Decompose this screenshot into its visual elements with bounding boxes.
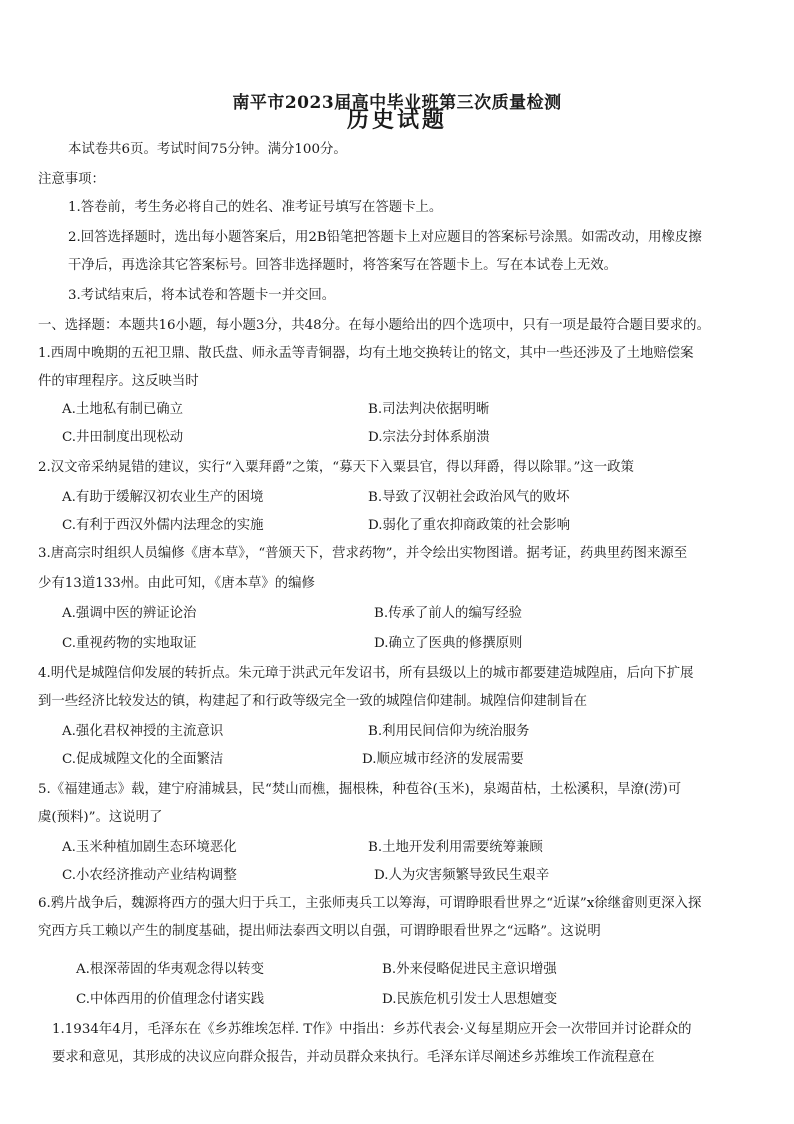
question-text: 5.《福建通志》载，建宁府浦城县，民“焚山而樵，掘根株，种苞谷(玉米)，泉竭苗枯，土松溪积，旱潦(涝)可: [38, 782, 682, 797]
question-text: 要求和意见，其形成的决议应向群众报告，并动员群众来执行。毛泽东详尽阐述乡苏维埃工作流程意在: [52, 1050, 655, 1065]
option: D.人为灾害频繁导致民生艰辛: [374, 868, 550, 883]
notice-heading: 注意事项：: [38, 172, 105, 187]
option: B.外来侵略促进民主意识增强: [382, 962, 557, 977]
question-text: 1.西周中晚期的五祀卫鼎、散氏盘、师永盂等青铜器，均有土地交换转让的铭文，其中一些还涉及了土地赔偿案: [38, 346, 694, 361]
question-text: 6.鸦片战争后，魏源将西方的强大归于兵工，主张师夷兵工以筹海，可谓睁眼看世界之“近谋”x徐继畲则更深入探: [38, 896, 702, 911]
option: B.传承了前人的编写经验: [374, 606, 523, 621]
notice-item: 3.考试结束后，将本试卷和答题卡一并交回。: [68, 288, 336, 303]
option: A.强调中医的辨证论治: [62, 606, 197, 621]
question-text: 究西方兵工赖以产生的制度基础，提出师法泰西文明以自强，可谓睁眼看世界之“远略”。这说明: [38, 924, 601, 939]
option: B.导致了汉朝社会政治风气的败坏: [368, 490, 570, 505]
option: A.土地私有制已确立: [62, 402, 184, 417]
option: B.司法判决依据明晰: [368, 402, 490, 417]
option: D.宗法分封体系崩溃: [368, 430, 490, 445]
option: B.土地开发利用需要统筹兼顾: [368, 840, 543, 855]
option: B.利用民间信仰为统治服务: [368, 724, 530, 739]
option: A.有助于缓解汉初农业生产的困境: [62, 490, 264, 505]
option: D.顺应城市经济的发展需要: [362, 752, 524, 767]
option: D.民族危机引发士人思想嬗变: [382, 992, 558, 1007]
exam-title: 南平市2023届高中毕业班第三次质量检测: [232, 93, 562, 113]
question-text: 件的审理程序。这反映当时: [38, 374, 199, 389]
notice-item: 干净后，再选涂其它答案标号。回答非选择题时，将答案写在答题卡上。写在本试卷上无效。: [68, 258, 618, 273]
notice-item: 1.答卷前，考生务必将自己的姓名、准考证号填写在答题卡上。: [68, 200, 443, 215]
option: C.重视药物的实地取证: [62, 636, 197, 651]
exam-info: 本试卷共6页。考试时间75分钟。满分100分。: [68, 142, 347, 157]
option: A.根深蒂固的华夷观念得以转变: [76, 962, 265, 977]
question-text: 虞(预料)”。这说明了: [38, 810, 163, 825]
option: D.确立了医典的修撰原则: [374, 636, 523, 651]
option: C.中体西用的价值理念付诸实践: [76, 992, 265, 1007]
option: A.玉米种植加剧生态环境恶化: [62, 840, 237, 855]
option: C.小农经济推动产业结构调整: [62, 868, 237, 883]
question-text: 4.明代是城隍信仰发展的转折点。朱元璋于洪武元年发诏书，所有县级以上的城市都要建造城隍庙，后向下扩展: [38, 666, 694, 681]
option: C.井田制度出现松动: [62, 430, 184, 445]
question-text: 2.汉文帝采纳晁错的建议，实行“入粟拜爵”之策，“募天下入粟县官，得以拜爵，得以除罪。”这一政策: [38, 460, 634, 475]
option: A.强化君权神授的主流意识: [62, 724, 224, 739]
subject-title: 历史试题: [346, 107, 447, 133]
section-heading: 一、选择题：本题共16小题，每小题3分，共48分。在每小题给出的四个选项中，只有一项是最符合题目要求的。: [38, 318, 710, 333]
notice-item: 2.回答选择题时，选出每小题答案后，用2B铅笔把答题卡上对应题目的答案标号涂黑。如需改动，用橡皮擦: [68, 230, 702, 245]
option: C.有利于西汉外儒内法理念的实施: [62, 518, 264, 533]
question-text: 少有13道133州。由此可知，《唐本草》的编修: [38, 576, 315, 591]
option: C.促成城隍文化的全面繁洁: [62, 752, 224, 767]
question-text: 1.1934年4月，毛泽东在《乡苏维埃怎样. T作》中指出：乡苏代表会·义每星期应开会一次带回并讨论群众的: [52, 1022, 692, 1037]
question-text: 3.唐高宗时组织人员编修《唐本草》，“普颁天下，营求药物”，并令绘出实物图谱。据考证，药典里药图来源至: [38, 546, 688, 561]
question-text: 到一些经济比较发达的镇，构建起了和行政等级完全一致的城隍信仰建制。城隍信仰建制旨在: [38, 694, 588, 709]
option: D.弱化了重农抑商政策的社会影响: [368, 518, 570, 533]
